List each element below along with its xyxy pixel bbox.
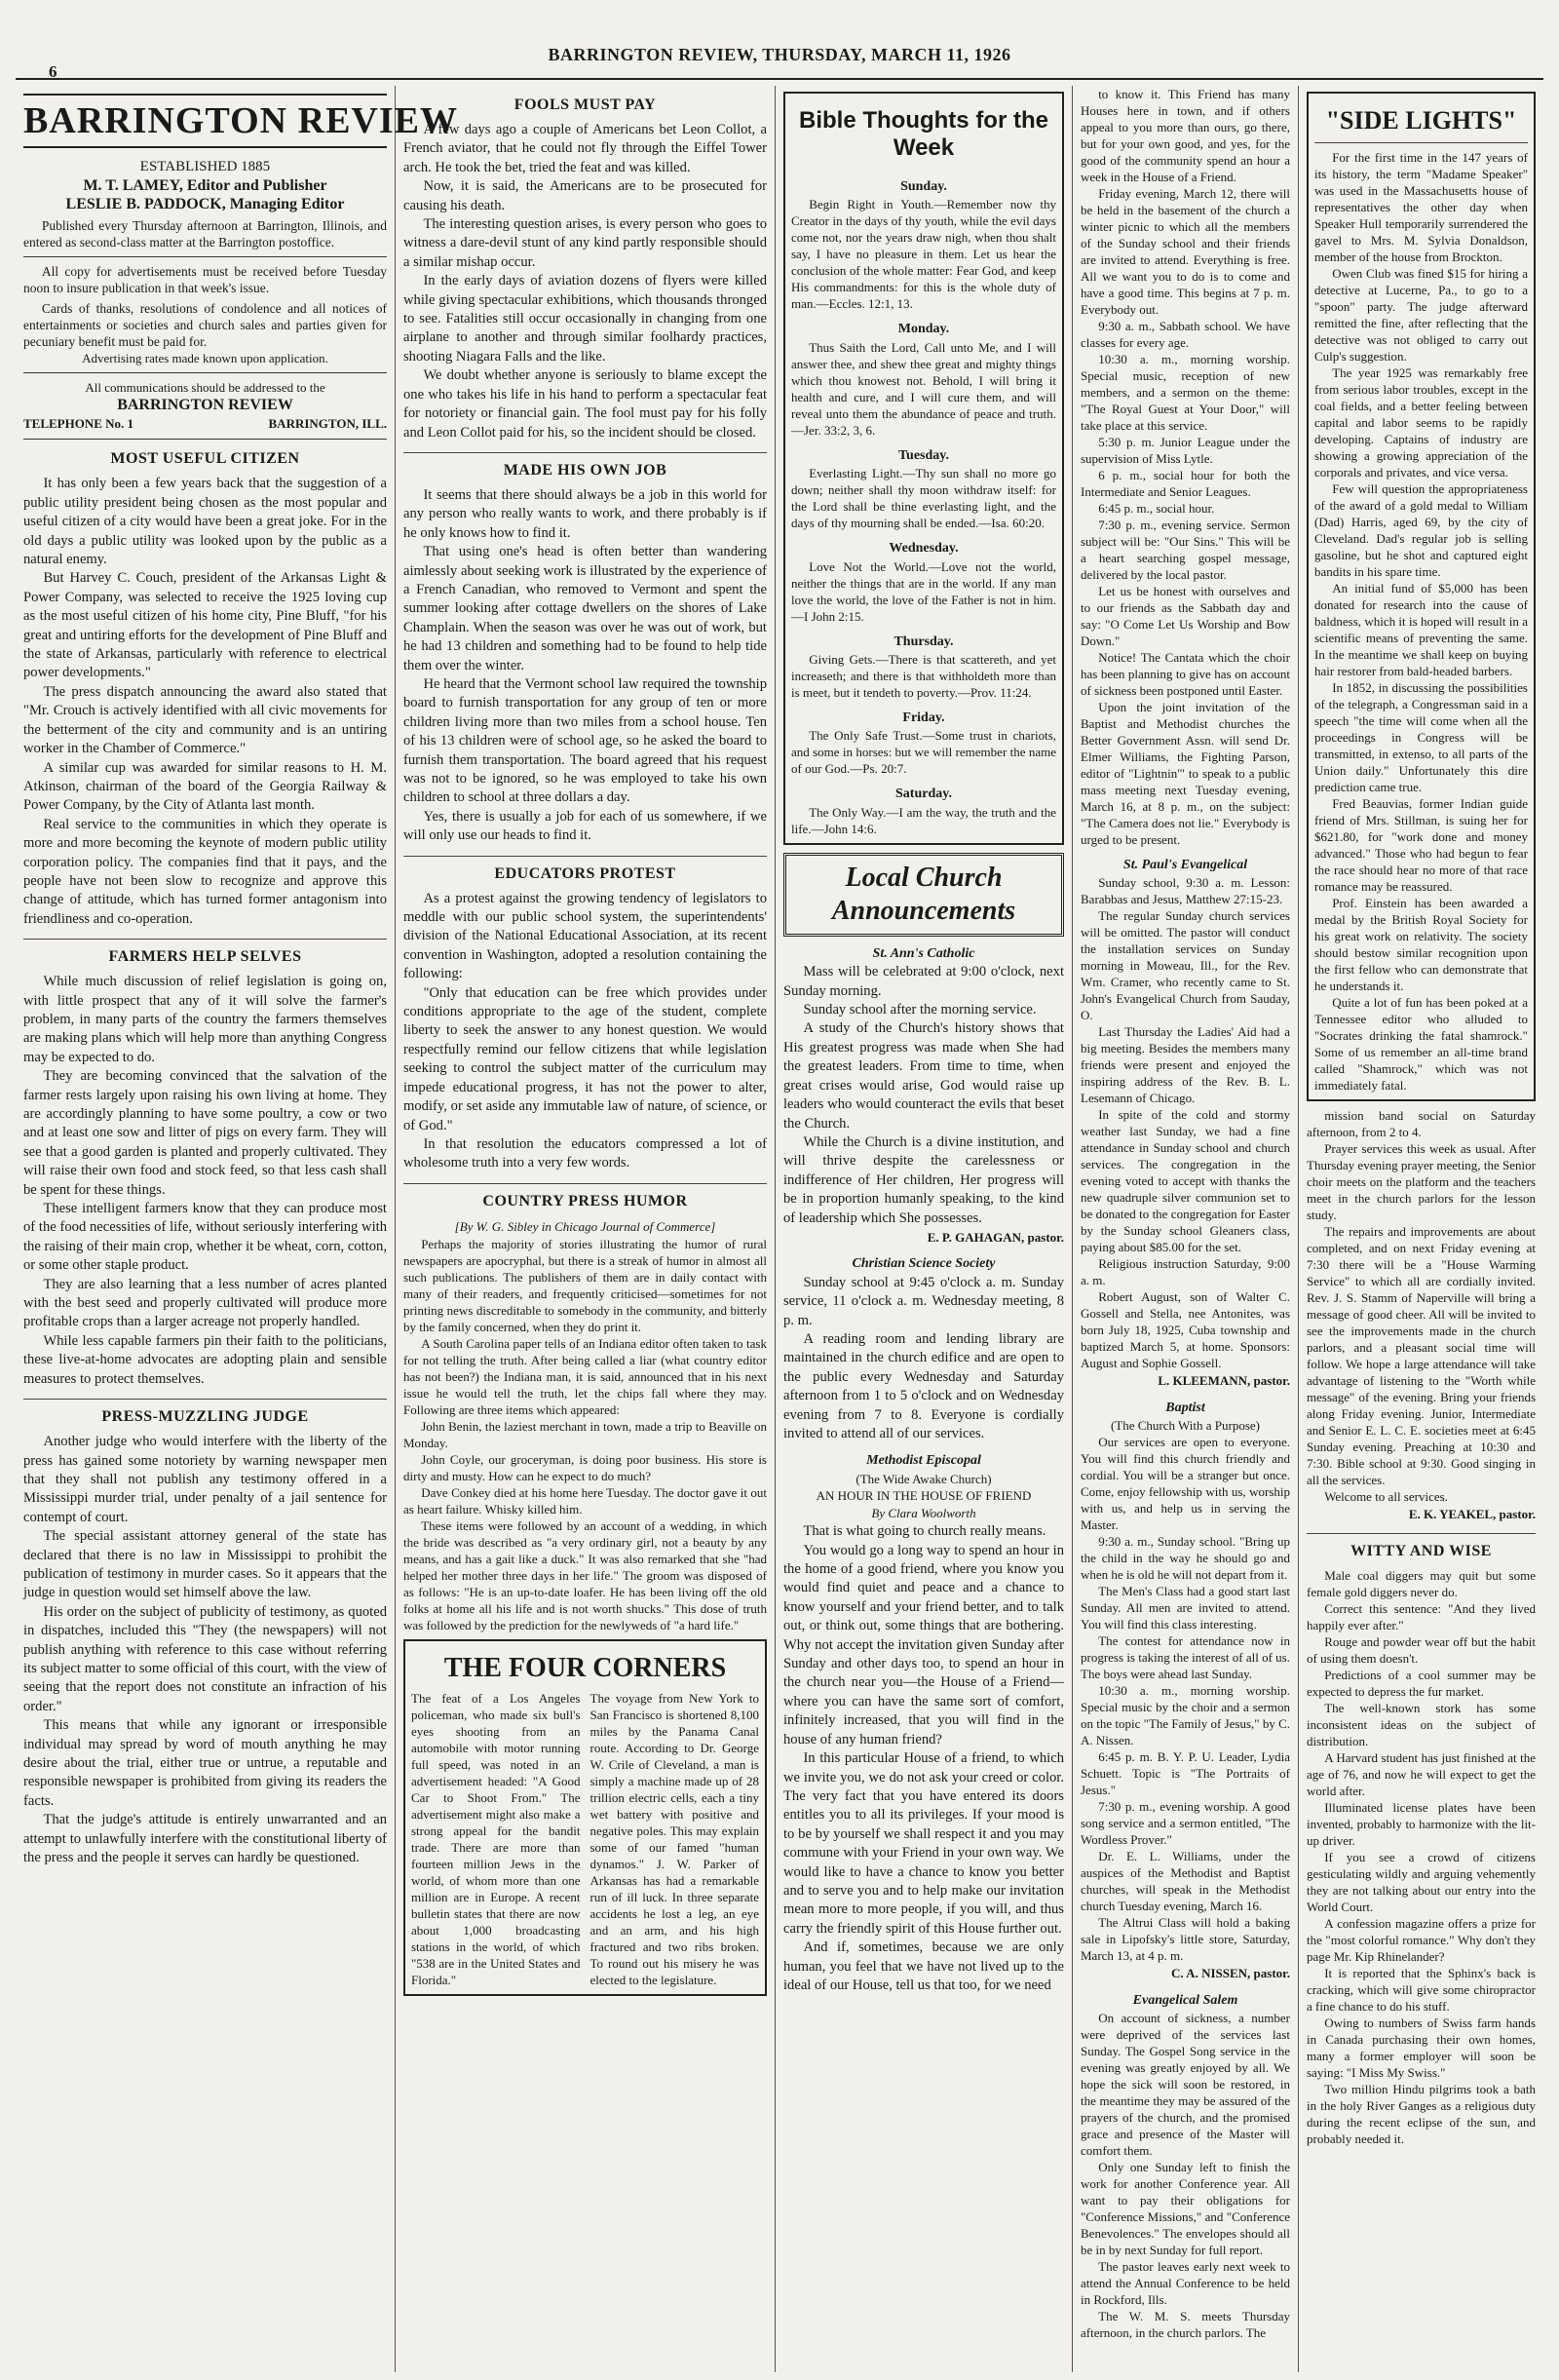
day-label: Wednesday. [889, 541, 959, 557]
church-name: St. Ann's Catholic [872, 945, 975, 961]
four-corners-right: The voyage from New York to San Francisco is shortened 8,100 miles by the Panama Canal route. According to Dr. George W. Crile of Cleveland, a man is simply a machine made up of 28 trillion electric cells, each a tiny wet battery with positive and negative poles. This may explain some of our famed "human dynamos." J. W. Parker of Arkansas has had a remarkable run of ill luck. In three separate accidents he lost a leg, an eye and an arm, and his high fractured and two ribs broken. To round out his misery he was elected to the legislature. [589, 1691, 759, 1988]
church-paragraph: Friday evening, March 12, there will be held in the basement of the church a winter picnic to which all the members of the Sunday school and their friends are invited to attend. Everything is free. All we want you to do is to come and have a good time. This begins at 7 p. m. Everybody out. [1081, 186, 1290, 317]
article-title: PRESS-MUZZLING JUDGE [23, 1399, 387, 1427]
day-label: Tuesday. [897, 447, 949, 463]
bible-thoughts-title: Bible Thoughts for the Week [799, 107, 1048, 161]
church-article-head: AN HOUR IN THE HOUSE OF FRIEND [816, 1487, 1032, 1503]
column-2 [396, 86, 776, 2372]
church-paragraph: Mass will be celebrated at 9:00 o'clock, next Sunday morning. [783, 964, 1064, 999]
church-paragraph: Let us be honest with ourselves and to our friends as the Sabbath day and say: "O Come Let Us Worship and Bow Down." [1081, 584, 1290, 648]
church-paragraph: 10:30 a. m., morning worship. Special music, reception of new members, and a sermon on the theme: "The Royal Guest at Your Door," will take place at this service. [1081, 352, 1290, 433]
church-paragraph: And if, sometimes, because we are only human, you feel that we have not lived up to the ideal of our House, tell us that too, for we need [783, 1939, 1064, 1993]
church-paragraph: Sunday school, 9:30 a. m. Lesson: Barabbas and Jesus, Matthew 27:15-23. [1081, 875, 1290, 907]
article-paragraph: The interesting question arises, is every person who goes to witness a dare-devil stunt of any kind partly responsible should a similar mishap occur. [403, 216, 767, 270]
article-byline: [By W. G. Sibley in Chicago Journal of Commerce] [454, 1218, 716, 1234]
side-lights-item: An initial fund of $5,000 has been donated for research into the cause of baldness, which it is hoped will result in a scientific means of preventing the same. In the meantime we shall keep on buying hair restorer from bald-headed barbers. [1314, 581, 1528, 678]
article-paragraph: While less capable farmers pin their faith to the politicians, these live-at-home advocates are adopting plain and sensible measures to protect themselves. [23, 1332, 387, 1387]
masthead-title: BARRINGTON REVIEW [23, 94, 387, 148]
article-paragraph: Another judge who would interfere with the liberty of the press has gained some notoriety by warning newspaper men that they shall not publish any testimony offered in a Mississippi murder trial, under penalty of a jail sentence for contempt of court. [23, 1434, 387, 1525]
church-paragraph: The Altrui Class will hold a baking sale in Lipofsky's little store, Saturday, March 13, at 4 p. m. [1081, 1915, 1290, 1964]
side-lights-box [1307, 92, 1536, 1101]
editor-line: M. T. LAMEY, Editor and Publisher [83, 177, 327, 194]
page-dateline: BARRINGTON REVIEW, THURSDAY, MARCH 11, 1926 [548, 45, 1011, 64]
witty-item: It is reported that the Sphinx's back is cracking, which will give some chiropractor a fine chance to do his stuff. [1307, 1966, 1536, 2015]
pastor-signature: L. KLEEMANN, pastor. [1158, 1373, 1290, 1389]
article-title: COUNTRY PRESS HUMOR [403, 1183, 767, 1211]
bible-verse: Love Not the World.—Love not the world, neither the things that are in the world. If any man love the world, the love of the Father is not in him.—I John 2:15. [791, 558, 1056, 624]
church-paragraph: 7:30 p. m., evening service. Sermon subject will be: "Our Sins." This will be a heart searching gospel message, delivered by the local pastor. [1081, 518, 1290, 582]
witty-item: Two million Hindu pilgrims took a bath in the holy River Ganges as a religious duty during the recent eclipse of the sun, and probably needed it. [1307, 2082, 1536, 2147]
side-lights-item: Prof. Einstein has been awarded a medal by the British Royal Society for his great work on relativity. The society should bestow similar recognition upon the first fellow who can demonstrate that he understands it. [1314, 896, 1528, 993]
local-church-announcements-title: Local Church Announcements [783, 853, 1064, 937]
church-paragraph: The pastor leaves early next week to attend the Annual Conference to be held in Rockford, Ills. [1081, 2259, 1290, 2308]
article-paragraph: "Only that education can be free which provides under conditions appropriate to the age of the student, complete liberty to seek the answer to any honest question. We would respectfully remind our fellow citizens that while legislation seeking to control the subject matter of the curriculum may impede educational progress, it has not the power to alter, modify, or set aside any immutable law of nature, of science, or of God." [403, 984, 767, 1133]
church-paragraph: On account of sickness, a number were deprived of the services last Sunday. The Gospel Song service in the evening was greatly enjoyed by all. We hope the sick will soon be restored, in the meantime they may be assured of the prayers of the church, and the promised grace and presence of the Master will comfort them. [1081, 2011, 1290, 2159]
article-title: EDUCATORS PROTEST [403, 856, 767, 884]
witty-item: Owing to numbers of Swiss farm hands in Canada purchasing their own homes, many a former employer will soon be saying: "I Miss My Swiss." [1307, 2015, 1536, 2081]
church-paragraph: to know it. This Friend has many Houses here in town, and if others appeal to you more than ours, go there, but for your own good, and yes, for the good of the community spend an hour a week in the House of a Friend. [1081, 87, 1290, 184]
pastor-signature: C. A. NISSEN, pastor. [1171, 1966, 1290, 1981]
day-label: Saturday. [895, 787, 952, 802]
church-byline: By Clara Woolworth [871, 1505, 976, 1520]
article-paragraph: As a protest against the growing tendency of legislators to meddle with our public school system, the superintendents' division of the National Educational Association, at its recent convention in Washington, adopted a resolution containing the following: [403, 890, 767, 982]
rates-notice: Advertising rates made known upon application. [82, 351, 328, 365]
article-paragraph: A South Carolina paper tells of an Indiana editor often taken to task for not telling the truth. After being called a liar (what country editor has not been?) the Indiana man, it is said, announced that in his next issue he would tell the truth, let the chips fall where they may. Following are three items which appeared: [403, 1336, 767, 1418]
article-paragraph: The special assistant attorney general of the state has declared that there is no law in Mississippi to prohibit the publication of testimony in murder cases. So it appears that the judge in question would set himself above the law. [23, 1528, 387, 1601]
witty-item: Predictions of a cool summer may be expected to depress the fur market. [1307, 1668, 1536, 1700]
article-paragraph: A few days ago a couple of Americans bet Leon Collot, a French aviator, that he could not fly through the Eiffel Tower arch. He took the bet, tried the feat and was killed. [403, 122, 767, 175]
publication-notice: Published every Thursday afternoon at Barrington, Illinois, and entered as second-class matter at the Barrington postoffice. [23, 218, 387, 250]
church-name: Methodist Episcopal [866, 1453, 981, 1469]
telephone: TELEPHONE No. 1 [23, 416, 134, 431]
church-paragraph: A study of the Church's history shows that His greatest progress was made when She had the greatest leaders. From time to time, when great crises would arise, God would raise up leaders who would counteract the evils that beset the Church. [783, 1020, 1064, 1132]
bible-verse: Begin Right in Youth.—Remember now thy Creator in the days of thy youth, while the evil days come not, nor the years draw nigh, when thou shalt say, I have no pleasure in them. Let us hear the conclusion of the whole matter: Fear God, and keep His commandments: for this is the whole duty of man.—Eccles. 12:1, 13. [791, 197, 1056, 312]
church-name: Christian Science Society [852, 1256, 996, 1272]
article-paragraph: That the judge's attitude is entirely unwarranted and an attempt to unlawfully interfere with the constitutional liberty of the press and the people it serves can hardly be questioned. [23, 1812, 387, 1866]
side-lights-item: Fred Beauvias, former Indian guide friend of Mrs. Stillman, is suing her for $621.80, for "work done and money advanced." Those who had begun to fear the race should hear no more of that race romance may be reassured. [1314, 796, 1528, 894]
established-line: ESTABLISHED 1885 [139, 159, 271, 174]
article-title: MADE HIS OWN JOB [403, 452, 767, 480]
day-label: Monday. [897, 322, 950, 337]
church-paragraph: 6:45 p. m., social hour. [1098, 501, 1215, 516]
church-paragraph: Last Thursday the Ladies' Aid had a big meeting. Besides the members many friends were present and enjoyed the inspiring address of the Rev. B. L. Lesemann of Chicago. [1081, 1024, 1290, 1106]
article-paragraph: John Benin, the laziest merchant in town, made a trip to Beaville on Monday. [403, 1419, 767, 1451]
side-lights-item: Quite a lot of fun has been poked at a Tennessee editor who alluded to "Socrates drinking the fatal shamrock." Some of us remember an all-time brand called "Shamrock," which was not immediately fatal. [1314, 995, 1528, 1093]
article-paragraph: John Coyle, our groceryman, is doing poor business. His store is dirty and musty. How can he expect to do much? [403, 1452, 767, 1484]
witty-item: If you see a crowd of citizens gesticulating wildly and arguing vehemently they are not talking about our entry into the World Court. [1307, 1850, 1536, 1915]
article-paragraph: These intelligent farmers know that they can produce most of the food necessities of life, without seriously interfering with the raising of their main crop, whether it be wheat, corn, cotton, or some other staple product. [23, 1201, 387, 1274]
church-subtitle: (The Church With a Purpose) [1110, 1418, 1261, 1434]
bible-thoughts-box [783, 92, 1064, 845]
article-paragraph: A similar cup was awarded for similar reasons to H. M. Atkinson, chairman of the board of the Georgia Railway & Power Company, by the City of Atlanta last month. [23, 759, 387, 814]
article-title: MOST USEFUL CITIZEN [110, 450, 300, 468]
church-paragraph: Welcome to all services. [1324, 1489, 1448, 1504]
witty-item: Illuminated license plates have been invented, probably to harmonize with the lit-up driver. [1307, 1800, 1536, 1849]
article-paragraph: It has only been a few years back that the suggestion of a public utility president being chosen as the most popular and useful citizen of a city would have been a great joke. For in the old days a public utility was looked upon by the public as a natural enemy. [23, 476, 387, 568]
church-paragraph: 9:30 a. m., Sabbath school. We have classes for every age. [1081, 319, 1290, 350]
column-5 [1299, 86, 1543, 2372]
bible-verse: The Only Safe Trust.—Some trust in chariots, and some in horses: but we will remember the name of our God.—Ps. 20:7. [791, 728, 1056, 777]
witty-and-wise-title: WITTY AND WISE [1307, 1533, 1536, 1561]
witty-item: A Harvard student has just finished at the age of 76, and now he will expect to get the world after. [1307, 1750, 1536, 1799]
church-paragraph: Robert August, son of Walter C. Gossell and Stella, nee Antonites, was born July 18, 1925, Cuba township and baptized March 5, at home. Sponsors: August and Sophie Gossell. [1081, 1289, 1290, 1371]
article-paragraph: Real service to the communities in which they operate is more and more becoming the keynote of modern public utility corporation policy. The companies find that it pays, and the people have not been slow to recognize and approve this change of attitude, which has turned former antagonism into friendliness and co-operation. [23, 816, 387, 927]
article-paragraph: But Harvey C. Couch, president of the Arkansas Light & Power Company, was selected to receive the 1925 loving cup as the most useful citizen of his home city, Pine Bluff, "for his great and untiring efforts for the development of Pine Bluff and the state of Arkansas, particularly with reference to electrical power developments." [23, 570, 387, 681]
church-paragraph: 6 p. m., social hour for both the Intermediate and Senior Leagues. [1081, 468, 1290, 499]
church-name: St. Paul's Evangelical [1122, 858, 1248, 872]
pastor-signature: E. K. YEAKEL, pastor. [1408, 1507, 1536, 1521]
church-paragraph: In spite of the cold and stormy weather last Sunday, we had a fine attendance in Sunday school and church services. The congregation in the evening voted to accept with thanks the new quadruple silver communion set to be donated to the congregation for Easter by the Sunday school Gleaners class, paying about $85.00 for the set. [1081, 1107, 1290, 1255]
church-paragraph: The contest for attendance now in progress is taking the interest of all of us. The boys were ahead last Sunday. [1081, 1633, 1290, 1682]
address-name: BARRINGTON REVIEW [117, 397, 293, 413]
church-paragraph: A reading room and lending library are maintained in the church edifice and are open to the public every Wednesday and Saturday afternoon from 1 to 5 o'clock and on Wednesday evening from 7 to 8. Everyone is cordially invited to attend all of our services. [783, 1330, 1064, 1441]
article-paragraph: These items were followed by an account of a wedding, in which the bride was described as "a very ordinary girl, not a beauty by any means, and has a gait like a duck." It was also remarked that she "had helped her mother three days in her life." The groom was disposed of as follows: "He is an up-to-date loafer. He has been living off the old folks at home all his life and is not worth shucks." This dose of truth was followed by the prediction for the newlyweds of "a hard life." [403, 1518, 767, 1633]
columns [16, 86, 1543, 2372]
bible-verse: Thus Saith the Lord, Call unto Me, and I will answer thee, and shew thee great and mighty things which thou knowest not. Behold, I will bring it health and cure, and I will cure them, and will reveal unto them the abundance of peace and truth.—Jer. 33:2, 3, 6. [791, 339, 1056, 438]
day-label: Thursday. [894, 633, 954, 649]
church-paragraph: The regular Sunday church services will be omitted. The pastor will conduct the installation services on Sunday morning in Moweau, Ill., for the Rev. Wm. Cramer, who recently came to St. John's Evangelical Church from Sauday, O. [1081, 908, 1290, 1023]
church-paragraph: Upon the joint invitation of the Baptist and Methodist churches the Better Government Assn. will send Dr. Elmer Williams, the Fighting Parson, editor of "Lightnin'" to speak to a public mass meeting next Tuesday evening, March 16, at 8 p. m., on the subject: "The Camera does not lie." Everybody is urged to be present. [1081, 700, 1290, 847]
column-1 [16, 86, 458, 2372]
church-paragraph: 7:30 p. m., evening worship. A good song service and a sermon entitled, "The Wordless Prover." [1081, 1799, 1290, 1848]
article-paragraph: While much discussion of relief legislation is going on, with little prospect that any of it will solve the farmer's problem, in many parts of the country the farmers themselves are making plans which will help more than anything Congress may be expected to do. [23, 974, 387, 1065]
four-corners-title: THE FOUR CORNERS [443, 1653, 727, 1684]
church-paragraph: In this particular House of a friend, to which we invite you, we do not ask your creed or color. The very fact that you have entered its doors entitles you to all its privileges. If your mood is to be by yourself we shall respect it and you may commune with your Friend in your own way. We would like to have a chance to know you better and to serve you and to help make our invitation mean more to more people, if you will, and thus carry the friendly spirit of this House further out. [783, 1750, 1064, 1937]
article-paragraph: In that resolution the educators compressed a lot of wholesome truth into a very few words. [403, 1135, 767, 1171]
article-paragraph: They are also learning that a less number of acres planted with the best seed and properly cultivated will produce more profitable crops than a larger acreage not properly handled. [23, 1276, 387, 1330]
church-paragraph: Notice! The Cantata which the choir has been planning to give has on account of sickness been postponed until Easter. [1081, 650, 1290, 698]
city: BARRINGTON, ILL. [268, 416, 387, 431]
church-paragraph: The repairs and improvements are about completed, and on next Friday evening at 7:30 there will be a "House Warming Service" to which all are cordially invited. Rev. J. S. Stamm of Naperville will bring a message of good cheer. All will be invited to see the improvements made in the church parlors, and a pleasant social time will follow. We hope a large attendance will take advantage of listening to the "Worth while message" of the evening. Bring your friends along Friday evening. Junior, Intermediate and Senior E. L. C. E. societies meet at 6:45 Sunday evening. Preaching at 10:30 and 7:30. Bible school at 9:30. Good singing in all the services. [1307, 1224, 1536, 1487]
church-subtitle: (The Wide Awake Church) [856, 1471, 992, 1486]
telephone-row [23, 414, 387, 433]
column-4 [1073, 86, 1299, 2372]
church-paragraph: Sunday school after the morning service. [803, 1002, 1037, 1018]
side-lights-item: For the first time in the 147 years of its history, the term "Madame Speaker" was used in the Massachusetts house of representatives the other day when Speaker Hull temporarily surrendered the gavel to Mrs. M. Sylvia Donaldson, member of the house from Brockton. [1314, 150, 1528, 264]
witty-item: Male coal diggers may quit but some female gold diggers never do. [1307, 1568, 1536, 1600]
article-paragraph: They are becoming convinced that the salvation of the farmer rests largely upon raising his own living at home. They are accordingly planning to have some poultry, a cow or two and at least one sow and litter of pigs on every farm. They will see that a good garden is planted and properly cultivated. They will raise their own food and stock feed, so that less cash shall be spent for these things. [23, 1068, 387, 1198]
managing-editor-line: LESLIE B. PADDOCK, Managing Editor [65, 196, 345, 212]
church-paragraph: 9:30 a. m., Sunday school. "Bring up the child in the way he should go and when he is old he will not depart from it. [1081, 1534, 1290, 1583]
article-paragraph: That using one's head is often better than wandering aimlessly about seeking work is illustrated by the experience of a French Canadian, who removed to Vermont and spent the summer looking after cottage dwellers on the shores of Lake Champlain. When the season was over he was out of work, but he had 13 children and something had to be found to help tide them over the winter. [403, 544, 767, 673]
church-paragraph: Religious instruction Saturday, 9:00 a. m. [1081, 1256, 1290, 1288]
side-lights-item: Owen Club was fined $15 for hiring a detective at Lucerne, Pa., to go to a "spoon" party. The judge afterward remitted the fine, after reflecting that the detective was not obliged to carry out Culp's suggestion. [1314, 266, 1528, 364]
article-paragraph: In the early days of aviation dozens of flyers were killed while giving spectacular exhibitions, which thousands thronged to see. Fatalities still occur occasionally in changing from one airplane to another and through similar foolhardy practices, shooting Niagara Falls and the like. [403, 273, 767, 365]
article-title: FARMERS HELP SELVES [23, 939, 387, 967]
article-paragraph: He heard that the Vermont school law required the township board to furnish transportation for any group of ten or more children living more than two miles from a school house. Ten of his 13 children were of school age, so he asked the board to furnish them transportation. The board agreed that his request was not to be ignored, so he was employed to take his own children to school at three dollars a day. [403, 675, 767, 806]
church-paragraph: The W. M. S. meets Thursday afternoon, in the church parlors. The [1081, 2309, 1290, 2341]
church-paragraph: The Men's Class had a good start last Sunday. All men are invited to attend. You will find this class interesting. [1081, 1584, 1290, 1632]
day-label: Sunday. [900, 179, 947, 194]
cards-notice: Cards of thanks, resolutions of condolence and all notices of entertainments or societies and church sales and parties given for pecuniary benefit must be paid for. [23, 301, 387, 349]
church-paragraph: Prayer services this week as usual. After Thursday evening prayer meeting, the Senior choir meets on the platform and the teachers meet in the church parlors for the lesson study. [1307, 1141, 1536, 1222]
church-paragraph: mission band social on Saturday afternoon, from 2 to 4. [1307, 1108, 1536, 1139]
article-paragraph: The press dispatch announcing the award also stated that "Mr. Crouch is actively identified with all civic movements for the betterment of the city and community and is an untiring worker in the Chamber of Commerce." [23, 683, 387, 757]
pastor-signature: E. P. GAHAGAN, pastor. [927, 1229, 1064, 1245]
side-lights-item: In 1852, in discussing the possibilities of the telegraph, a Congressman said in a speech "the time will come when all the proceedings in Congress will be transmitted, in extenso, to all parts of the Union daily." Unfortunately this dire prediction came true. [1314, 680, 1528, 794]
article-paragraph: This means that while any ignorant or irresponsible individual may spread by word of mouth anything he may desire about the trial, either true or untrue, a reputable and responsible newspaper is prohibited from giving its readers the facts. [23, 1717, 387, 1809]
article-paragraph: We doubt whether anyone is seriously to blame except the one who takes his life in his hand to perform a spectacular feat for notoriety or financial gain. The fool must pay for his folly and Leon Collot paid for his, so the incident should be closed. [403, 367, 767, 441]
communications-notice: All communications should be addressed to the [85, 380, 325, 395]
side-lights-title: "SIDE LIGHTS" [1314, 99, 1528, 143]
article-paragraph: It seems that there should always be a job in this world for any person who really wants to work, and there probably is if he only knows how to find it. [403, 486, 767, 541]
page-number: 6 [49, 62, 57, 81]
witty-item: Rouge and powder wear off but the habit of using them doesn't. [1307, 1634, 1536, 1667]
church-paragraph: Sunday school at 9:45 o'clock a. m. Sunday service, 11 o'clock a. m. Wednesday meeting, 8 p. m. [783, 1274, 1064, 1328]
church-paragraph: 10:30 a. m., morning worship. Special music by the choir and a sermon on the topic "The Family of Jesus," by C. A. Nissen. [1081, 1683, 1290, 1748]
copy-notice: All copy for advertisements must be received before Tuesday noon to insure publication in that week's issue. [23, 264, 387, 295]
church-paragraph: Our services are open to everyone. You will find this church friendly and cordial. You will be a stranger but once. Come, enjoy fellowship with us, worship with us, and help us in serving the Master. [1081, 1435, 1290, 1533]
four-corners-box [403, 1639, 767, 1996]
church-paragraph: That is what going to church really means. [803, 1523, 1046, 1540]
side-lights-item: Few will question the appropriateness of the award of a gold medal to William (Dad) Harris, aged 69, by the city of Cleveland. Dad's regular job is selling gasoline, but he shot and captured eight bandits in his spare time. [1314, 481, 1528, 579]
church-paragraph: Only one Sunday left to finish the work for another Conference year. All want to pay their obligations for "Conference Missions," and "Conference Benevolences." The envelopes should all be in by next Sunday for full report. [1081, 2160, 1290, 2258]
bible-verse: Everlasting Light.—Thy sun shall no more go down; neither shall thy moon withdraw itself: for the Lord shall be thine everlasting light, and the days of thy mourning shall be ended.—Isa. 60:20. [791, 466, 1056, 531]
article-paragraph: Now, it is said, the Americans are to be prosecuted for causing his death. [403, 178, 767, 213]
four-corners-left: The feat of a Los Angeles policeman, who made six bull's eyes shooting from an automobile with motor running full speed, was noted in an advertisement headed: "A Good Car to Shoot From." The advertisement might also make a strong appeal for the bandit trade. There are more than fourteen million Jews in the world, of whom more than one million are in Europe. A recent bulletin states that there are now about 1,000 broadcasting stations in the world, of which "538 are in the United States and Florida." [411, 1691, 581, 1988]
church-name: Evangelical Salem [1132, 1992, 1238, 2008]
witty-item: The well-known stork has some inconsistent ideas on the subject of distribution. [1307, 1701, 1536, 1749]
article-title: FOOLS MUST PAY [513, 96, 657, 113]
church-paragraph: You would go a long way to spend an hour in the home of a good friend, where you know you would find quiet and peace and a chance to know yourself and your friend better, and to talk out, or think out, some things that are bothering. Why not accept the invitation given Sunday after Sunday and other days too, to spend an hour in the church near you—the House of a Friend—where you can have the same sort of comfort, infinitely increased, that you will find in the house of any human friend? [783, 1542, 1064, 1747]
church-paragraph: Dr. E. L. Williams, under the auspices of the Methodist and Baptist churches, will speak in the Methodist church Tuesday evening, March 16. [1081, 1849, 1290, 1914]
church-name: Baptist [1165, 1400, 1205, 1415]
witty-item: A confession magazine offers a prize for the "most colorful romance." Why don't they page Mr. Kip Rhinelander? [1307, 1916, 1536, 1965]
article-paragraph: Dave Conkey died at his home here Tuesday. The doctor gave it out as heart failure. Whisky killed him. [403, 1485, 767, 1517]
church-paragraph: While the Church is a divine institution, and will thrive despite the carelessness or indifference of Her children, Her progress will be in proportion humanly speaking, to the kind of leadership which She possesses. [783, 1133, 1064, 1226]
church-paragraph: 6:45 p. m. B. Y. P. U. Leader, Lydia Schuett. Topic is "The Portraits of Jesus." [1081, 1749, 1290, 1798]
article-paragraph: His order on the subject of publicity of testimony, as quoted in dispatches, included this "They (the newspapers) will not publish anything with reference to this case without referring its subject matter to some official of this court, with the view of seeing that the report does not constitute an infraction of his order." [23, 1603, 387, 1714]
church-paragraph: 5:30 p. m. Junior League under the supervision of Miss Lytle. [1081, 435, 1290, 466]
bible-verse: The Only Way.—I am the way, the truth and the life.—John 14:6. [791, 804, 1056, 836]
day-label: Friday. [902, 710, 945, 726]
side-lights-item: The year 1925 was remarkably free from serious labor troubles, except in the coal fields, and a better feeling between capital and labor seems to be rapidly developing. Captains of industry are showing a growing appreciation of the corporals and privates, and vice versa. [1314, 365, 1528, 480]
running-head [16, 39, 1543, 80]
article-paragraph: Perhaps the majority of stories illustrating the humor of rural newspapers are apocryphal, but there is a streak of humor in almost all such publications. The publishers of them are in daily contact with many of their readers, and frequently criticised—sometimes for not printing news discreditable to somebody in the community, and bitterly by the family concerned, when they do print it. [403, 1237, 767, 1335]
article-paragraph: Yes, there is usually a job for each of us somewhere, if we will only use our heads to find it. [403, 808, 767, 844]
bible-verse: Giving Gets.—There is that scattereth, and yet increaseth; and there is that withholdeth more than is meet, but it tendeth to poverty.—Prov. 11:24. [791, 652, 1056, 701]
column-3 [776, 86, 1073, 2372]
witty-item: Correct this sentence: "And they lived happily ever after." [1307, 1601, 1536, 1633]
